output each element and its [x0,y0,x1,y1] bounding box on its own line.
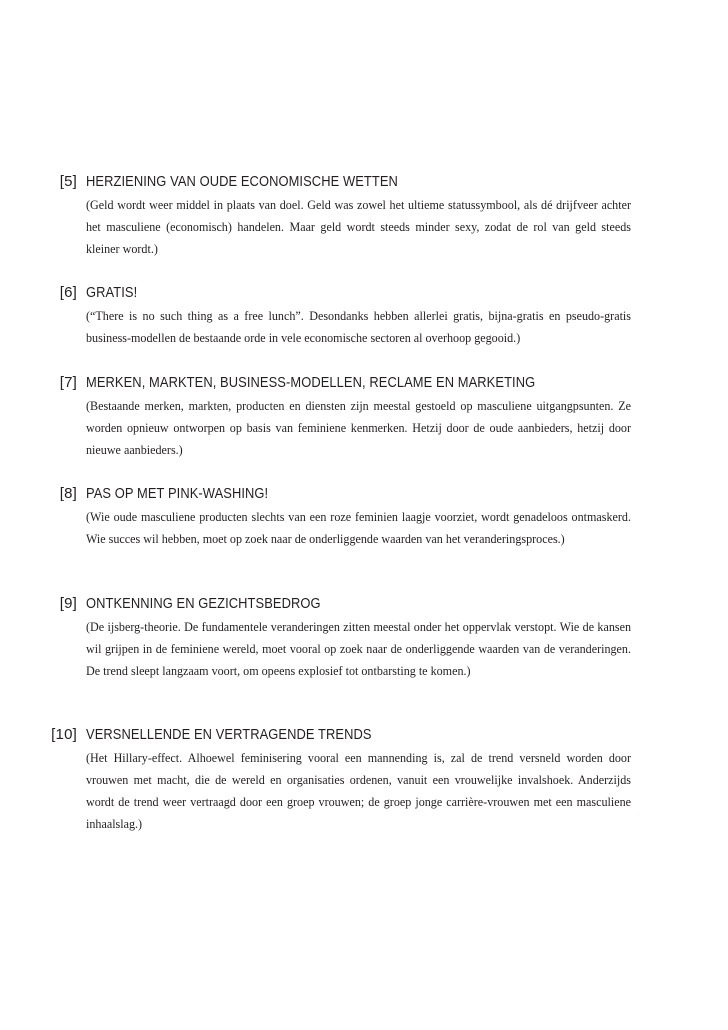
item-heading: HERZIENING VAN OUDE ECONOMISCHE WETTEN [86,173,398,190]
item-description: (Bestaande merken, markten, producten en diensten zijn meestal gestoeld op masculiene uitgangpsunten. Ze worden opnieuw ontworpen op basis van feminiene kenmerken. Hetzij door de oude aanbieders, hetzij door nieuwe aanbieders.) [86,399,631,457]
item-number: [6] [59,284,77,301]
item-number: [10] [51,726,77,743]
item-description: (“There is no such thing as a free lunch”. Desondanks hebben allerlei gratis, bijna-gratis en pseudo-gratis business-modellen de bestaande orde in vele economische sectoren al overhoop gegooid.) [86,309,631,345]
item-number: [7] [59,374,77,391]
item-description: (Wie oude masculiene producten slechts van een roze feminien laagje voorziet, wordt genadeloos ontmaskerd. Wie succes wil hebben, moet op zoek naar de onderliggende waarden van het veranderingsproces.) [86,510,631,546]
item-description: (Geld wordt weer middel in plaats van doel. Geld was zowel het ultieme statussymbool, als dé drijfveer achter het masculiene (economisch) handelen. Maar geld wordt steeds minder sexy, zodat de rol van geld steeds kleiner wordt.) [86,198,631,256]
item-heading: VERSNELLENDE EN VERTRAGENDE TRENDS [86,726,372,743]
item-number: [9] [59,595,77,612]
item-heading: MERKEN, MARKTEN, BUSINESS-MODELLEN, RECLAME EN MARKETING [86,374,536,391]
item-number: [5] [59,173,77,190]
item-heading: ONTKENNING EN GEZICHTSBEDROG [86,595,321,612]
item-number: [8] [59,485,77,502]
item-heading: PAS OP MET PINK-WASHING! [86,485,269,502]
item-description: (Het Hillary-effect. Alhoewel feminisering vooral een mannending is, zal de trend versneld worden door vrouwen met macht, die de wereld en organisaties ordenen, vanuit een vrouwelijke invalshoek. Anderzijds wordt de trend weer vertraagd door een groep vrouwen; de groep jonge carrière-vrouwen met een masculiene inhaalslag.) [86,751,631,831]
item-heading: GRATIS! [86,284,138,301]
item-description: (De ijsberg-theorie. De fundamentele veranderingen zitten meestal onder het oppervlak verstopt. Wie de kansen wil grijpen in de feminiene wereld, moet vooral op zoek naar de onderliggende waarden van de veranderingen. De trend sleept langzaam voort, om opeens explosief tot ontbarsting te komen.) [86,620,631,678]
